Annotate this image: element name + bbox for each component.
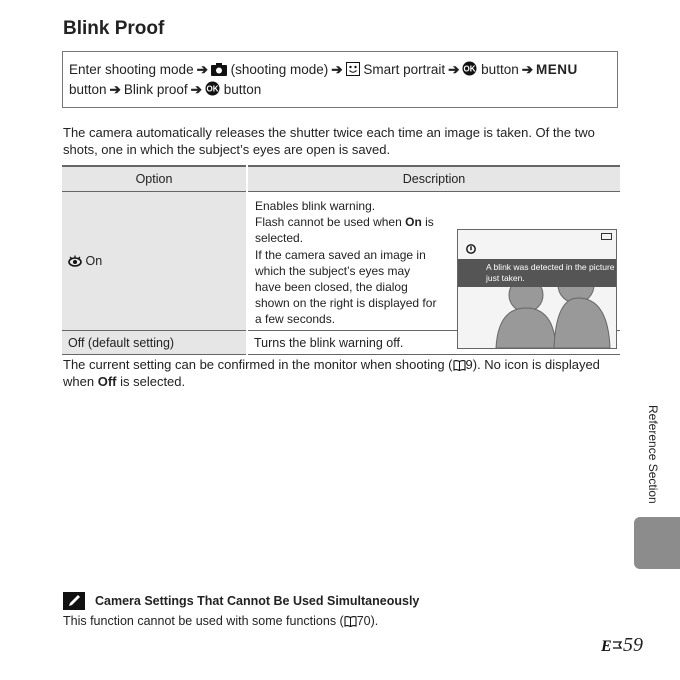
column-header-description: Description: [247, 166, 620, 192]
desc-line: Flash cannot be used when On is selected.: [255, 215, 434, 246]
book-reference-icon: [453, 359, 466, 371]
svg-text:E: E: [601, 638, 612, 653]
note-heading: Camera Settings That Cannot Be Used Simultaneously: [63, 592, 419, 610]
desc-line: If the camera saved an image in which the subject’s eyes may have been closed, the dialog shown on the right is displayed for a few seconds.: [255, 247, 437, 327]
column-header-option: Option: [62, 166, 247, 192]
option-cell: [62, 192, 247, 331]
arrow-icon: ➔: [521, 62, 534, 77]
info-icon: [466, 244, 476, 254]
nav-step-6: Blink proof: [123, 82, 188, 97]
nav-step-5: button: [69, 82, 107, 97]
nav-step-4: button: [481, 62, 519, 77]
section-side-label: Reference Section: [646, 405, 660, 504]
option-on-label: On: [85, 254, 103, 268]
subjects-illustration: [458, 230, 616, 348]
book-reference-icon: [344, 615, 357, 627]
svg-text:OK: OK: [206, 84, 219, 94]
description-cell: [247, 192, 620, 331]
pencil-note-icon: [63, 592, 85, 610]
battery-icon: [601, 233, 612, 240]
menu-button-label: MENU: [536, 62, 578, 77]
arrow-icon: ➔: [331, 62, 343, 77]
intro-paragraph: The camera automatically releases the shutter twice each time an image is taken. Of the two shots, one in which the subject’s eyes are open is saved.: [63, 125, 595, 157]
ok-button-icon: [205, 81, 220, 96]
svg-text:OK: OK: [463, 64, 476, 74]
blink-warning-icon: [68, 255, 82, 267]
smart-portrait-icon: [346, 62, 360, 76]
page-number: E 59: [601, 634, 643, 656]
monitor-illustration: [457, 229, 617, 349]
nav-step-3: Smart portrait: [363, 62, 446, 77]
desc-line: Enables blink warning.: [255, 199, 376, 213]
navigation-path-box: [62, 51, 618, 108]
description-cell: Turns the blink warning off.: [247, 331, 620, 355]
option-cell: Off (default setting): [62, 331, 247, 355]
section-tab: [634, 517, 680, 569]
camera-icon: [211, 63, 227, 76]
reference-section-icon: [601, 637, 623, 653]
nav-step-2: (shooting mode): [230, 62, 329, 77]
table-row: [62, 192, 620, 331]
arrow-icon: ➔: [109, 82, 121, 97]
ok-button-icon: [462, 61, 477, 76]
arrow-icon: ➔: [190, 82, 202, 97]
blink-warning-message: A blink was detected in the picture just taken.: [458, 259, 616, 287]
options-table: [62, 165, 620, 355]
arrow-icon: ➔: [448, 62, 460, 77]
nav-step-7: button: [223, 82, 262, 97]
nav-step-1: Enter shooting mode: [69, 62, 194, 77]
setting-note-paragraph: The current setting can be confirmed in the monitor when shooting ( 9). No icon is displayed when Off is selected.: [63, 357, 600, 389]
arrow-icon: ➔: [196, 62, 208, 77]
page-title: Blink Proof: [63, 18, 165, 39]
note-text: This function cannot be used with some functions ( 70).: [63, 614, 379, 628]
